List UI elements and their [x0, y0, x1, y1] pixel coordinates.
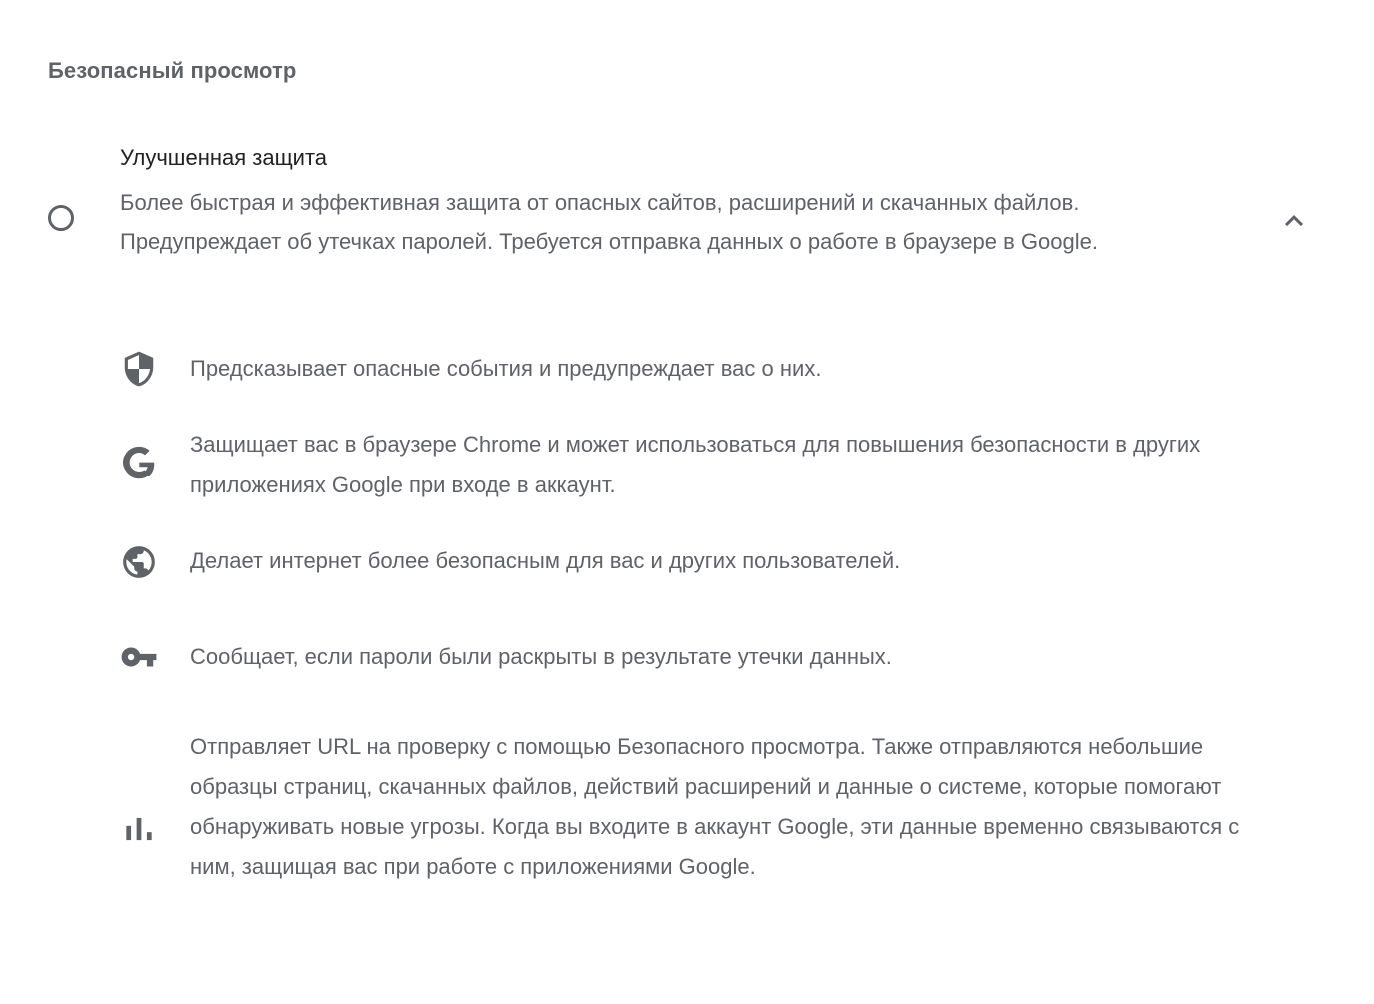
- enhanced-protection-radio[interactable]: [48, 205, 74, 231]
- google-g-icon: [120, 445, 158, 483]
- feature-text: Сообщает, если пароли были раскрыты в результате утечки данных.: [190, 644, 892, 669]
- bar-chart-icon: [120, 810, 158, 848]
- key-icon: [120, 638, 158, 676]
- globe-icon: [120, 543, 158, 581]
- collapse-button[interactable]: [1276, 203, 1312, 239]
- chevron-up-icon: [1276, 203, 1312, 239]
- feature-text: Предсказывает опасные события и предупреждает вас о них.: [190, 356, 822, 381]
- section-title: Безопасный просмотр: [48, 58, 297, 83]
- feature-text: Отправляет URL на проверку с помощью Безопасного просмотра. Также отправляются небольшие образцы страниц, скачанных файлов, действий расширений и данные о системе, которые помогают обнаруживать новые угрозы. Когда вы входите в аккаунт Google, эти данные временно связываются с ним, защищая вас при работе с приложениями Google.: [190, 734, 1240, 879]
- feature-text: Защищает вас в браузере Chrome и может использоваться для повышения безопасности в других приложениях Google при входе в аккаунт.: [190, 432, 1201, 497]
- option-title: Улучшенная защита: [120, 145, 328, 170]
- shield-icon: [120, 350, 158, 388]
- feature-text: Делает интернет более безопасным для вас и других пользователей.: [190, 548, 901, 573]
- option-description: Более быстрая и эффективная защита от опасных сайтов, расширений и скачанных файлов. Предупреждает об утечках паролей. Требуется отправка данных о работе в браузере в Google.: [120, 190, 1098, 254]
